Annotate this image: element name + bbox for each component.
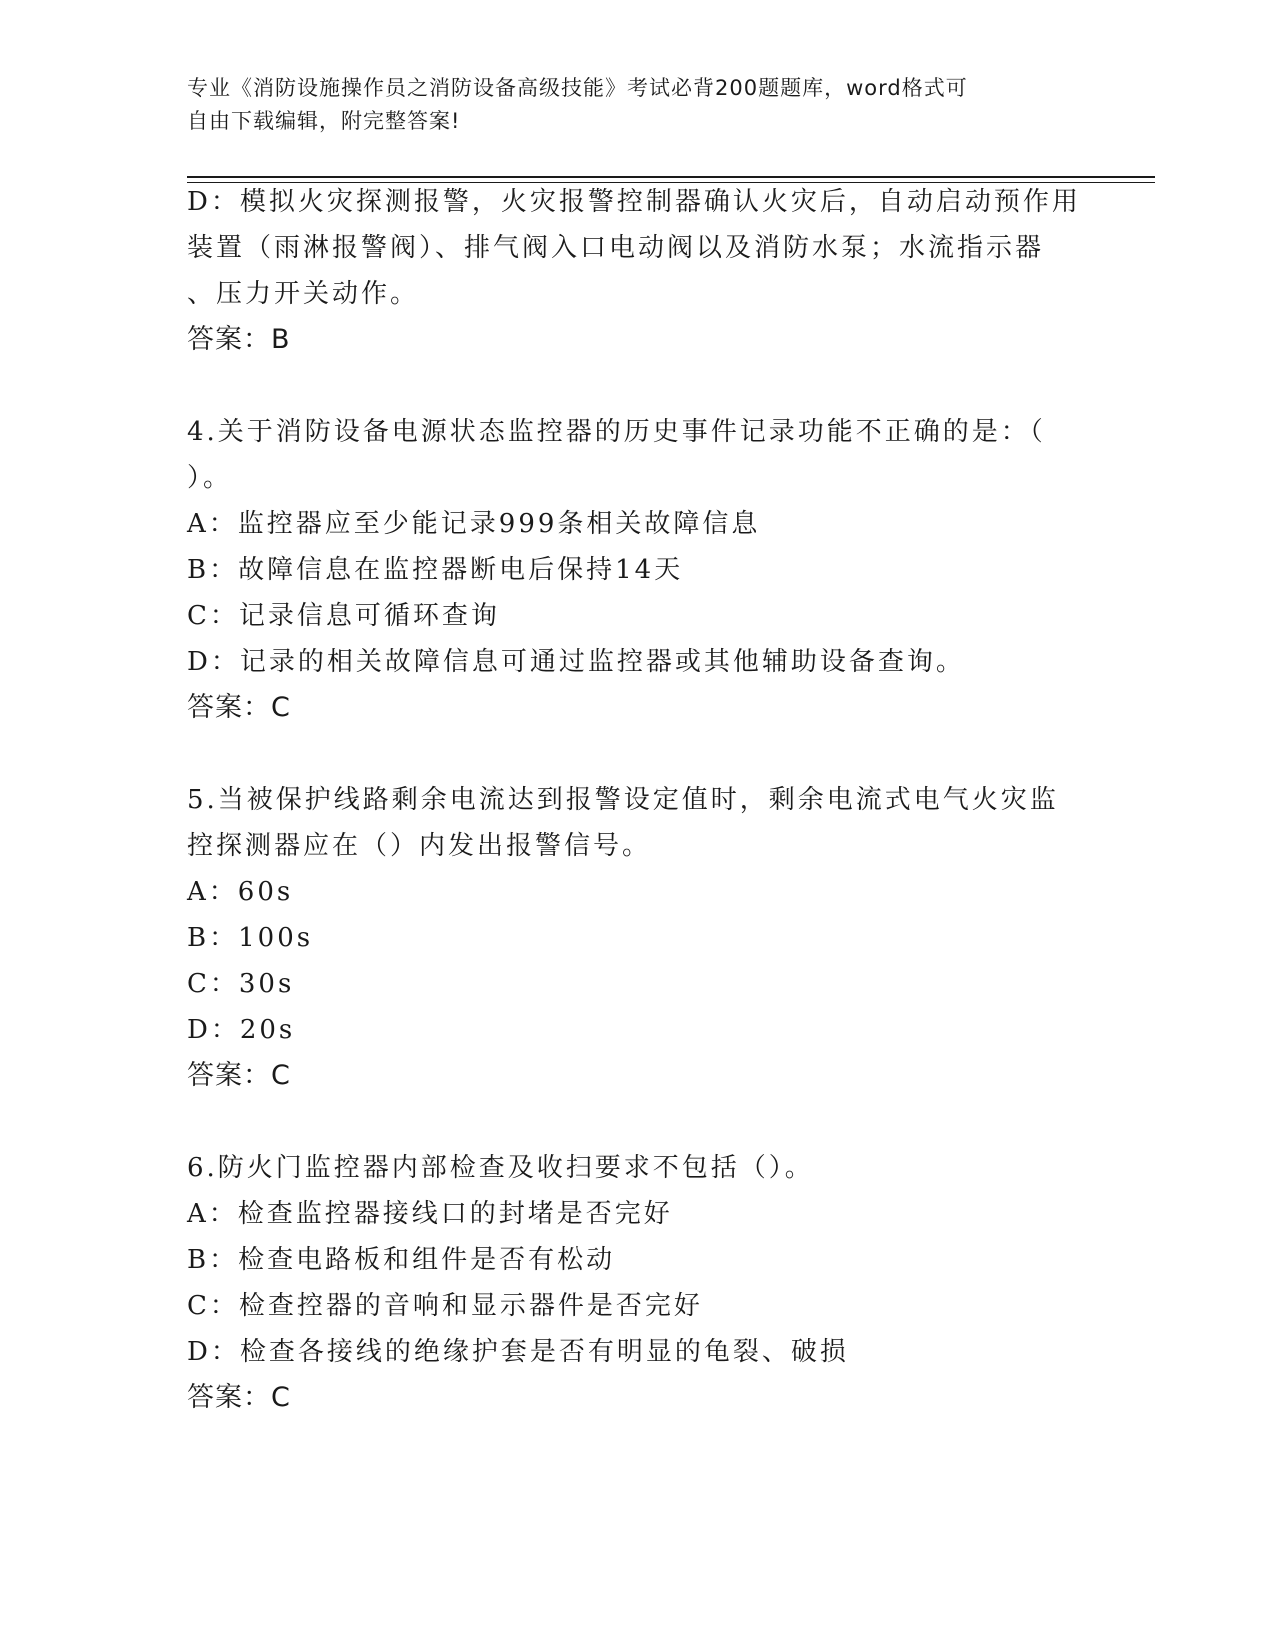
option-d-line-2: 装置（雨淋报警阀）、排气阀入口电动阀以及消防水泵；水流指示器 bbox=[187, 233, 1045, 263]
option-a: A：60s bbox=[187, 877, 294, 907]
option-d: D：记录的相关故障信息可通过监控器或其他辅助设备查询。 bbox=[187, 647, 965, 677]
question-5 bbox=[187, 777, 1087, 1099]
question-stem-line-2: ）。 bbox=[187, 463, 233, 493]
option-c: C：检查控器的音响和显示器件是否完好 bbox=[187, 1291, 703, 1321]
option-d-line-3: 、压力开关动作。 bbox=[187, 279, 420, 309]
question-list bbox=[187, 179, 1087, 1421]
header-title-line-2: 自由下载编辑，附完整答案! bbox=[187, 109, 461, 133]
option-c: C：30s bbox=[187, 969, 295, 999]
question-stem-line-1: 5.当被保护线路剩余电流达到报警设定值时，剩余电流式电气火灾监 bbox=[187, 785, 1059, 815]
question-stem-line-2: 控探测器应在（）内发出报警信号。 bbox=[187, 831, 652, 861]
spacer bbox=[187, 363, 1087, 409]
spacer bbox=[187, 731, 1087, 777]
question-6 bbox=[187, 1145, 1087, 1421]
document-header bbox=[187, 72, 1087, 138]
header-divider-thick bbox=[187, 176, 1155, 178]
option-d-line-1: D：模拟火灾探测报警，火灾报警控制器确认火灾后，自动启动预作用 bbox=[187, 187, 1081, 217]
option-b: B：检查电路板和组件是否有松动 bbox=[187, 1245, 616, 1275]
question-stem-line-1: 6.防火门监控器内部检查及收扫要求不包括（）。 bbox=[187, 1153, 814, 1183]
spacer bbox=[187, 1099, 1087, 1145]
question-stem-line-1: 4.关于消防设备电源状态监控器的历史事件记录功能不正确的是：（ bbox=[187, 417, 1046, 447]
answer-line: 答案：C bbox=[187, 692, 291, 723]
option-a: A：监控器应至少能记录999条相关故障信息 bbox=[187, 509, 761, 539]
answer-line: 答案：B bbox=[187, 324, 291, 355]
option-b: B：故障信息在监控器断电后保持14天 bbox=[187, 555, 684, 585]
answer-line: 答案：C bbox=[187, 1382, 291, 1413]
option-d: D：检查各接线的绝缘护套是否有明显的龟裂、破损 bbox=[187, 1337, 849, 1367]
option-c: C：记录信息可循环查询 bbox=[187, 601, 500, 631]
option-d: D：20s bbox=[187, 1015, 296, 1045]
header-title-line-1: 专业《消防设施操作员之消防设备高级技能》考试必背200题题库，word格式可 bbox=[187, 76, 968, 100]
question-4 bbox=[187, 409, 1087, 731]
option-b: B：100s bbox=[187, 923, 314, 953]
answer-line: 答案：C bbox=[187, 1060, 291, 1091]
option-a: A：检查监控器接线口的封堵是否完好 bbox=[187, 1199, 673, 1229]
question-3-fragment bbox=[187, 179, 1087, 363]
